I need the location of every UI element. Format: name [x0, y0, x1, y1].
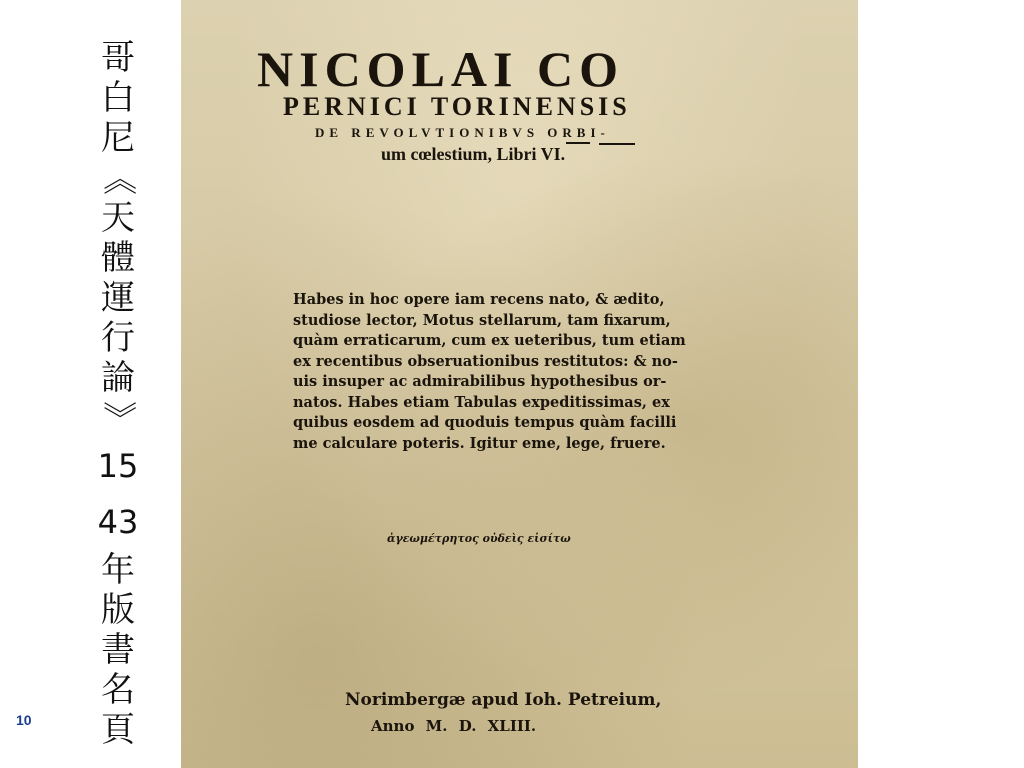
caption-char: 天 [101, 198, 135, 238]
body-line: ex recentibus obseruationibus restitutos: & no- [293, 352, 678, 370]
overline-mark [599, 143, 635, 145]
caption-char: 體 [101, 238, 135, 278]
overline-mark [566, 142, 590, 144]
vertical-caption [86, 38, 150, 750]
caption-char: 行 [101, 318, 135, 358]
caption-char: 名 [101, 670, 135, 710]
caption-char: 書 [101, 630, 135, 670]
scan-title-line: DE REVOLVTIONIBVS ORBI- [315, 125, 610, 140]
caption-char: 版 [101, 590, 135, 630]
caption-close-bracket: 》 [98, 401, 138, 435]
caption-char: 白 [101, 78, 135, 118]
scan-title-line: NICOLAI CO [257, 41, 624, 97]
greek-motto: ἀγεωμέτρητος οὐδεὶς εἰσίτω [387, 532, 571, 545]
body-line: quibus eosdem ad quoduis tempus quàm facilli [293, 414, 677, 431]
body-line: uis insuper ac admirabilibus hypothesibus or- [293, 373, 667, 390]
caption-year-part: 15 [97, 447, 139, 485]
body-line: me calculare poteris. Igitur eme, lege, fruere. [293, 434, 666, 452]
body-line: quàm erraticarum, cum ex ueteribus, tum etiam [293, 332, 686, 349]
caption-char: 運 [101, 278, 135, 318]
body-line: studiose lector, Motus stellarum, tam fixarum, [293, 311, 671, 329]
imprint-line: Anno M. D. XLIII. [371, 717, 537, 735]
caption-char: 哥 [101, 38, 135, 78]
caption-char: 論 [101, 358, 135, 398]
caption-year-part: 43 [97, 503, 139, 541]
caption-char: 尼 [101, 118, 135, 158]
caption-char: 頁 [101, 710, 135, 750]
body-line: Habes in hoc opere iam recens nato, & ædito, [293, 291, 665, 308]
caption-open-bracket: 《 [98, 161, 138, 195]
caption-char: 年 [101, 550, 135, 590]
imprint-line: Norimbergæ apud Ioh. Petreium, [345, 690, 662, 710]
slide-page-number: 10 [16, 712, 32, 728]
title-page-scan [181, 0, 858, 768]
body-line: natos. Habes etiam Tabulas expeditissimas, ex [293, 393, 670, 411]
scan-body-text [293, 290, 686, 454]
scan-title-line: um cœlestium, Libri VI. [381, 144, 566, 164]
scan-title-line: PERNICI TORINENSIS [283, 92, 631, 121]
